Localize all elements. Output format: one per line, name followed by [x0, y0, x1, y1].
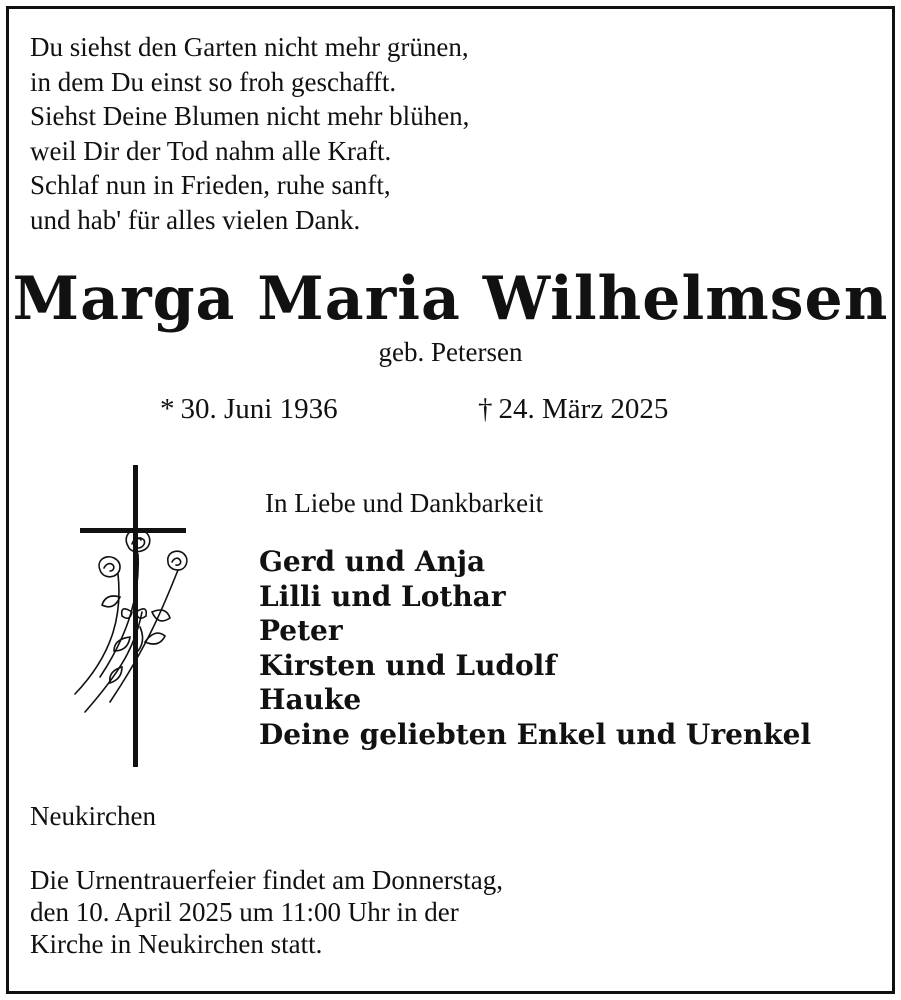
funeral-line: den 10. April 2025 um 11:00 Uhr in der [30, 897, 459, 927]
poem [30, 30, 469, 237]
intro-line: In Liebe und Dankbarkeit [265, 488, 544, 518]
mourner-name: Peter [259, 614, 343, 647]
mourner-name: Hauke [259, 683, 362, 716]
mourner-name: Gerd und Anja [259, 545, 486, 578]
birth-date-text: 30. Juni 1936 [180, 393, 338, 425]
death-symbol: † [478, 393, 493, 425]
funeral-notice [30, 864, 503, 960]
birth-symbol: * [160, 393, 175, 425]
poem-line: Siehst Deine Blumen nicht mehr blühen, [30, 101, 470, 131]
poem-line: und hab' für alles vielen Dank. [30, 204, 361, 235]
mourner-name: Deine geliebten Enkel und Urenkel [259, 717, 812, 751]
mourner-name: Lilli und Lothar [259, 579, 506, 613]
funeral-line: Die Urnentrauerfeier findet am Donnerstag, [30, 865, 504, 895]
poem-line: Schlaf nun in Frieden, ruhe sanft, [30, 170, 391, 200]
maiden-name: geb. Petersen [378, 337, 523, 367]
death-date-text: 24. März 2025 [498, 393, 669, 425]
mourner-name: Kirsten und Ludolf [259, 648, 557, 682]
deceased-name: Marga Maria Wilhelmsen [12, 264, 889, 334]
birth-date [160, 393, 338, 426]
mourners-list [259, 545, 811, 752]
poem-line: weil Dir der Tod nahm alle Kraft. [30, 135, 392, 166]
funeral-line: Kirche in Neukirchen statt. [30, 929, 323, 959]
poem-line: Du siehst den Garten nicht mehr grünen, [30, 32, 469, 62]
poem-line: in dem Du einst so froh geschafft. [30, 66, 397, 97]
death-date [478, 393, 668, 426]
place-name: Neukirchen [30, 801, 156, 831]
cross-with-roses-icon [60, 462, 210, 772]
